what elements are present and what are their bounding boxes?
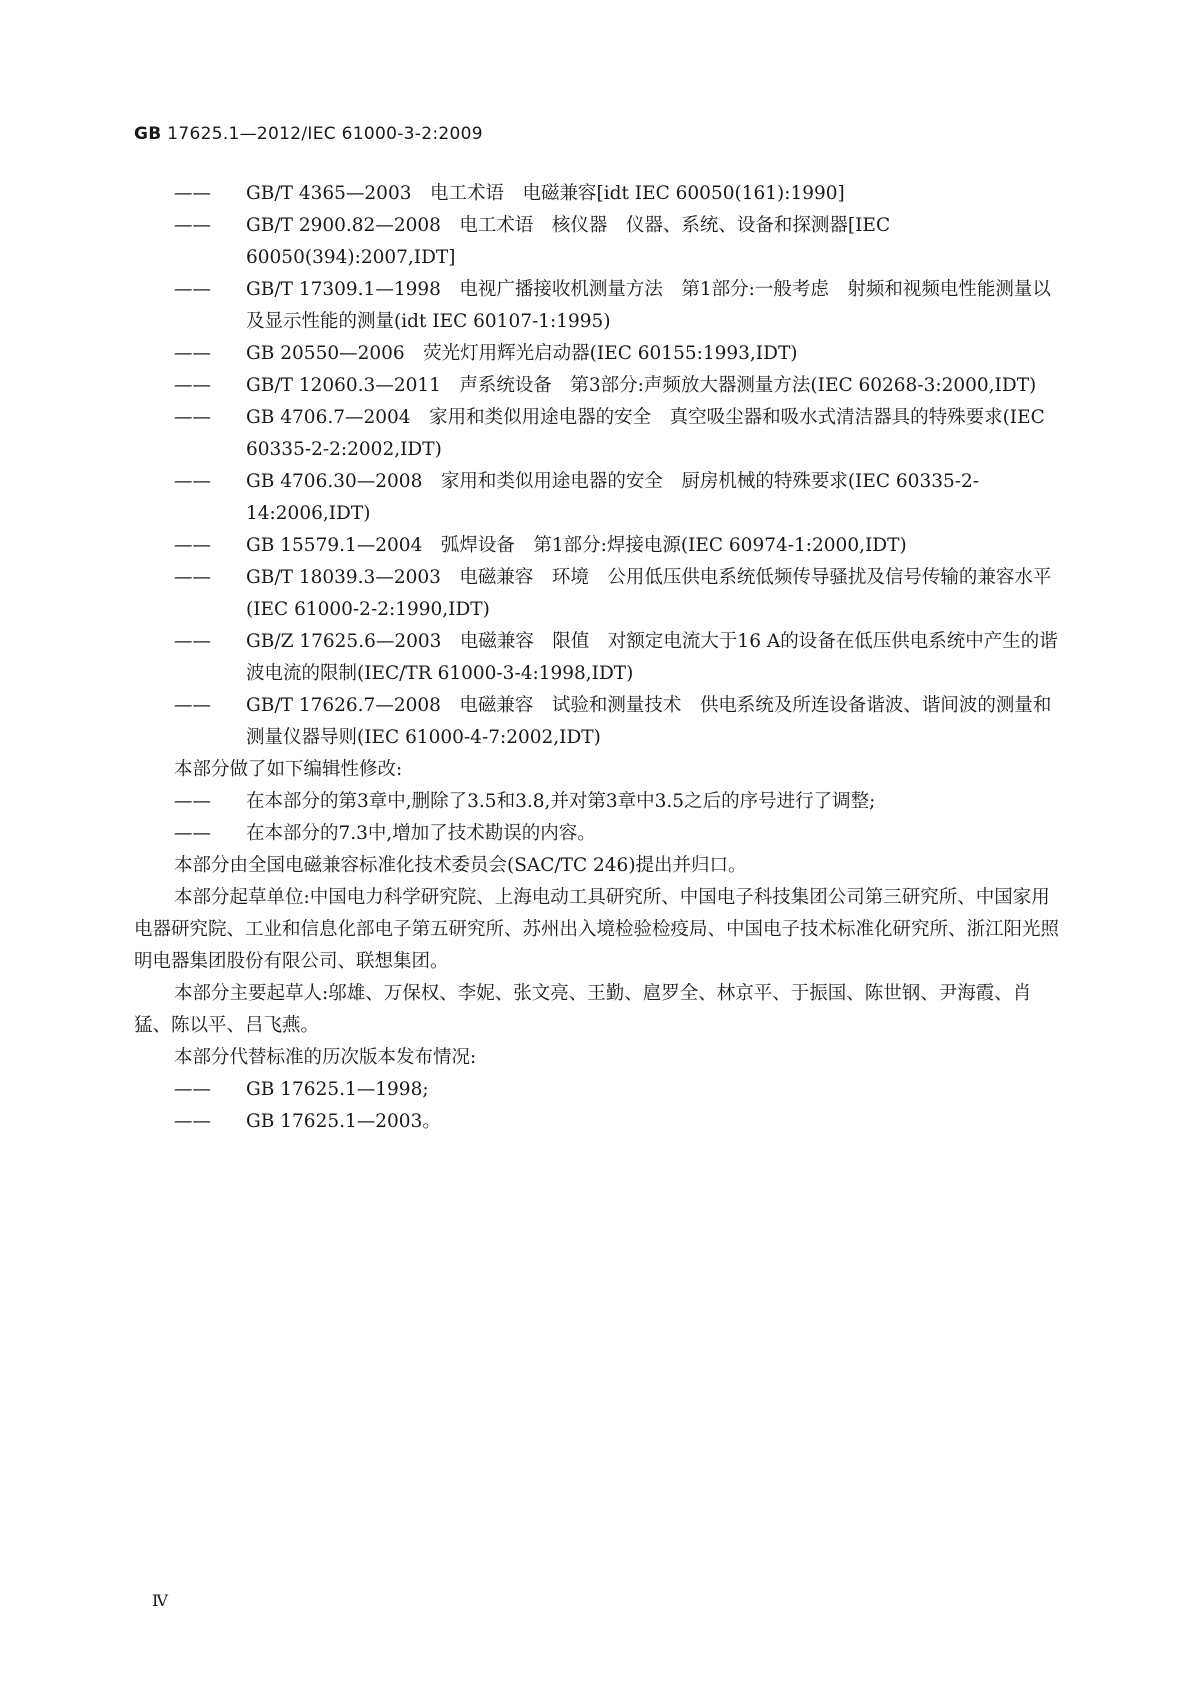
history-text: GB 17625.1—2003。 (246, 1111, 441, 1132)
reference-text: GB/T 2900.82—2008 电工术语 核仪器 仪器、系统、设备和探测器[IEC 60050(394):2007,IDT] (246, 215, 891, 268)
dash-marker: —— (174, 535, 211, 556)
reference-text: GB 4706.30—2008 家用和类似用途电器的安全 厨房机械的特殊要求(IEC 60335-2-14:2006,IDT) (246, 471, 980, 524)
history-item (134, 1074, 1064, 1106)
dash-marker: —— (174, 631, 211, 652)
dash-marker: —— (174, 823, 211, 844)
edits-intro: 本部分做了如下编辑性修改: (174, 759, 403, 780)
reference-item (134, 178, 1064, 210)
reference-text: GB/T 18039.3—2003 电磁兼容 环境 公用低压供电系统低频传导骚扰及信号传输的兼容水平(IEC 61000-2-2:1990,IDT) (246, 567, 1052, 620)
header-standard-number: 17625.1—2012/IEC 61000-3-2:2009 (167, 124, 483, 144)
reference-item (134, 690, 1064, 754)
reference-text: GB 4706.7—2004 家用和类似用途电器的安全 真空吸尘器和吸水式清洁器具的特殊要求(IEC 60335-2-2:2002,IDT) (246, 407, 1045, 460)
dash-marker: —— (174, 1111, 211, 1132)
reference-item (134, 370, 1064, 402)
dash-marker: —— (174, 375, 211, 396)
reference-item (134, 338, 1064, 370)
dash-marker: —— (174, 695, 211, 716)
document-body (134, 178, 1064, 1138)
edit-text: 在本部分的第3章中,删除了3.5和3.8,并对第3章中3.5之后的序号进行了调整; (246, 791, 876, 812)
dash-marker: —— (174, 407, 211, 428)
reference-item (134, 626, 1064, 690)
reference-text: GB 15579.1—2004 弧焊设备 第1部分:焊接电源(IEC 60974-1:2000,IDT) (246, 535, 907, 556)
reference-text: GB 20550—2006 荧光灯用辉光启动器(IEC 60155:1993,IDT) (246, 343, 798, 364)
dash-marker: —— (174, 279, 211, 300)
reference-item (134, 530, 1064, 562)
reference-item (134, 562, 1064, 626)
proposed-paragraph: 本部分由全国电磁兼容标准化技术委员会(SAC/TC 246)提出并归口。 (174, 855, 747, 876)
drafting-units-paragraph: 本部分起草单位:中国电力科学研究院、上海电动工具研究所、中国电子科技集团公司第三研究所、中国家用电器研究院、工业和信息化部电子第五研究所、苏州出入境检验检疫局、中国电子技术标准化研究所、浙江阳光照明电器集团股份有限公司、联想集团。 (134, 887, 1060, 972)
reference-item (134, 274, 1064, 338)
reference-text: GB/T 4365—2003 电工术语 电磁兼容[idt IEC 60050(161):1990] (246, 183, 845, 204)
dash-marker: —— (174, 791, 211, 812)
reference-item (134, 402, 1064, 466)
dash-marker: —— (174, 567, 211, 588)
reference-text: GB/T 12060.3—2011 声系统设备 第3部分:声频放大器测量方法(IEC 60268-3:2000,IDT) (246, 375, 1037, 396)
dash-marker: —— (174, 1079, 211, 1100)
history-text: GB 17625.1—1998; (246, 1079, 429, 1100)
dash-marker: —— (174, 471, 211, 492)
dash-marker: —— (174, 343, 211, 364)
edit-item (134, 818, 1064, 850)
reference-text: GB/Z 17625.6—2003 电磁兼容 限值 对额定电流大于16 A的设备在低压供电系统中产生的谐波电流的限制(IEC/TR 61000-3-4:1998,IDT) (246, 631, 1058, 684)
history-item (134, 1106, 1064, 1138)
reference-item (134, 466, 1064, 530)
dash-marker: —— (174, 183, 211, 204)
reference-text: GB/T 17626.7—2008 电磁兼容 试验和测量技术 供电系统及所连设备谐波、谐间波的测量和测量仪器导则(IEC 61000-4-7:2002,IDT) (246, 695, 1052, 748)
edit-text: 在本部分的7.3中,增加了技术勘误的内容。 (246, 823, 596, 844)
edit-item (134, 786, 1064, 818)
reference-item (134, 210, 1064, 274)
header-prefix: GB (134, 124, 162, 144)
page-header (134, 124, 483, 144)
reference-text: GB/T 17309.1—1998 电视广播接收机测量方法 第1部分:一般考虑 射频和视频电性能测量以及显示性能的测量(idt IEC 60107-1:1995) (246, 279, 1051, 332)
page-number: Ⅳ (152, 1591, 168, 1610)
drafters-paragraph: 本部分主要起草人:邬雄、万保权、李妮、张文亮、王勤、扈罗全、林京平、于振国、陈世钢、尹海霞、肖猛、陈以平、吕飞燕。 (134, 983, 1032, 1036)
history-intro: 本部分代替标准的历次版本发布情况: (174, 1047, 477, 1068)
dash-marker: —— (174, 215, 211, 236)
